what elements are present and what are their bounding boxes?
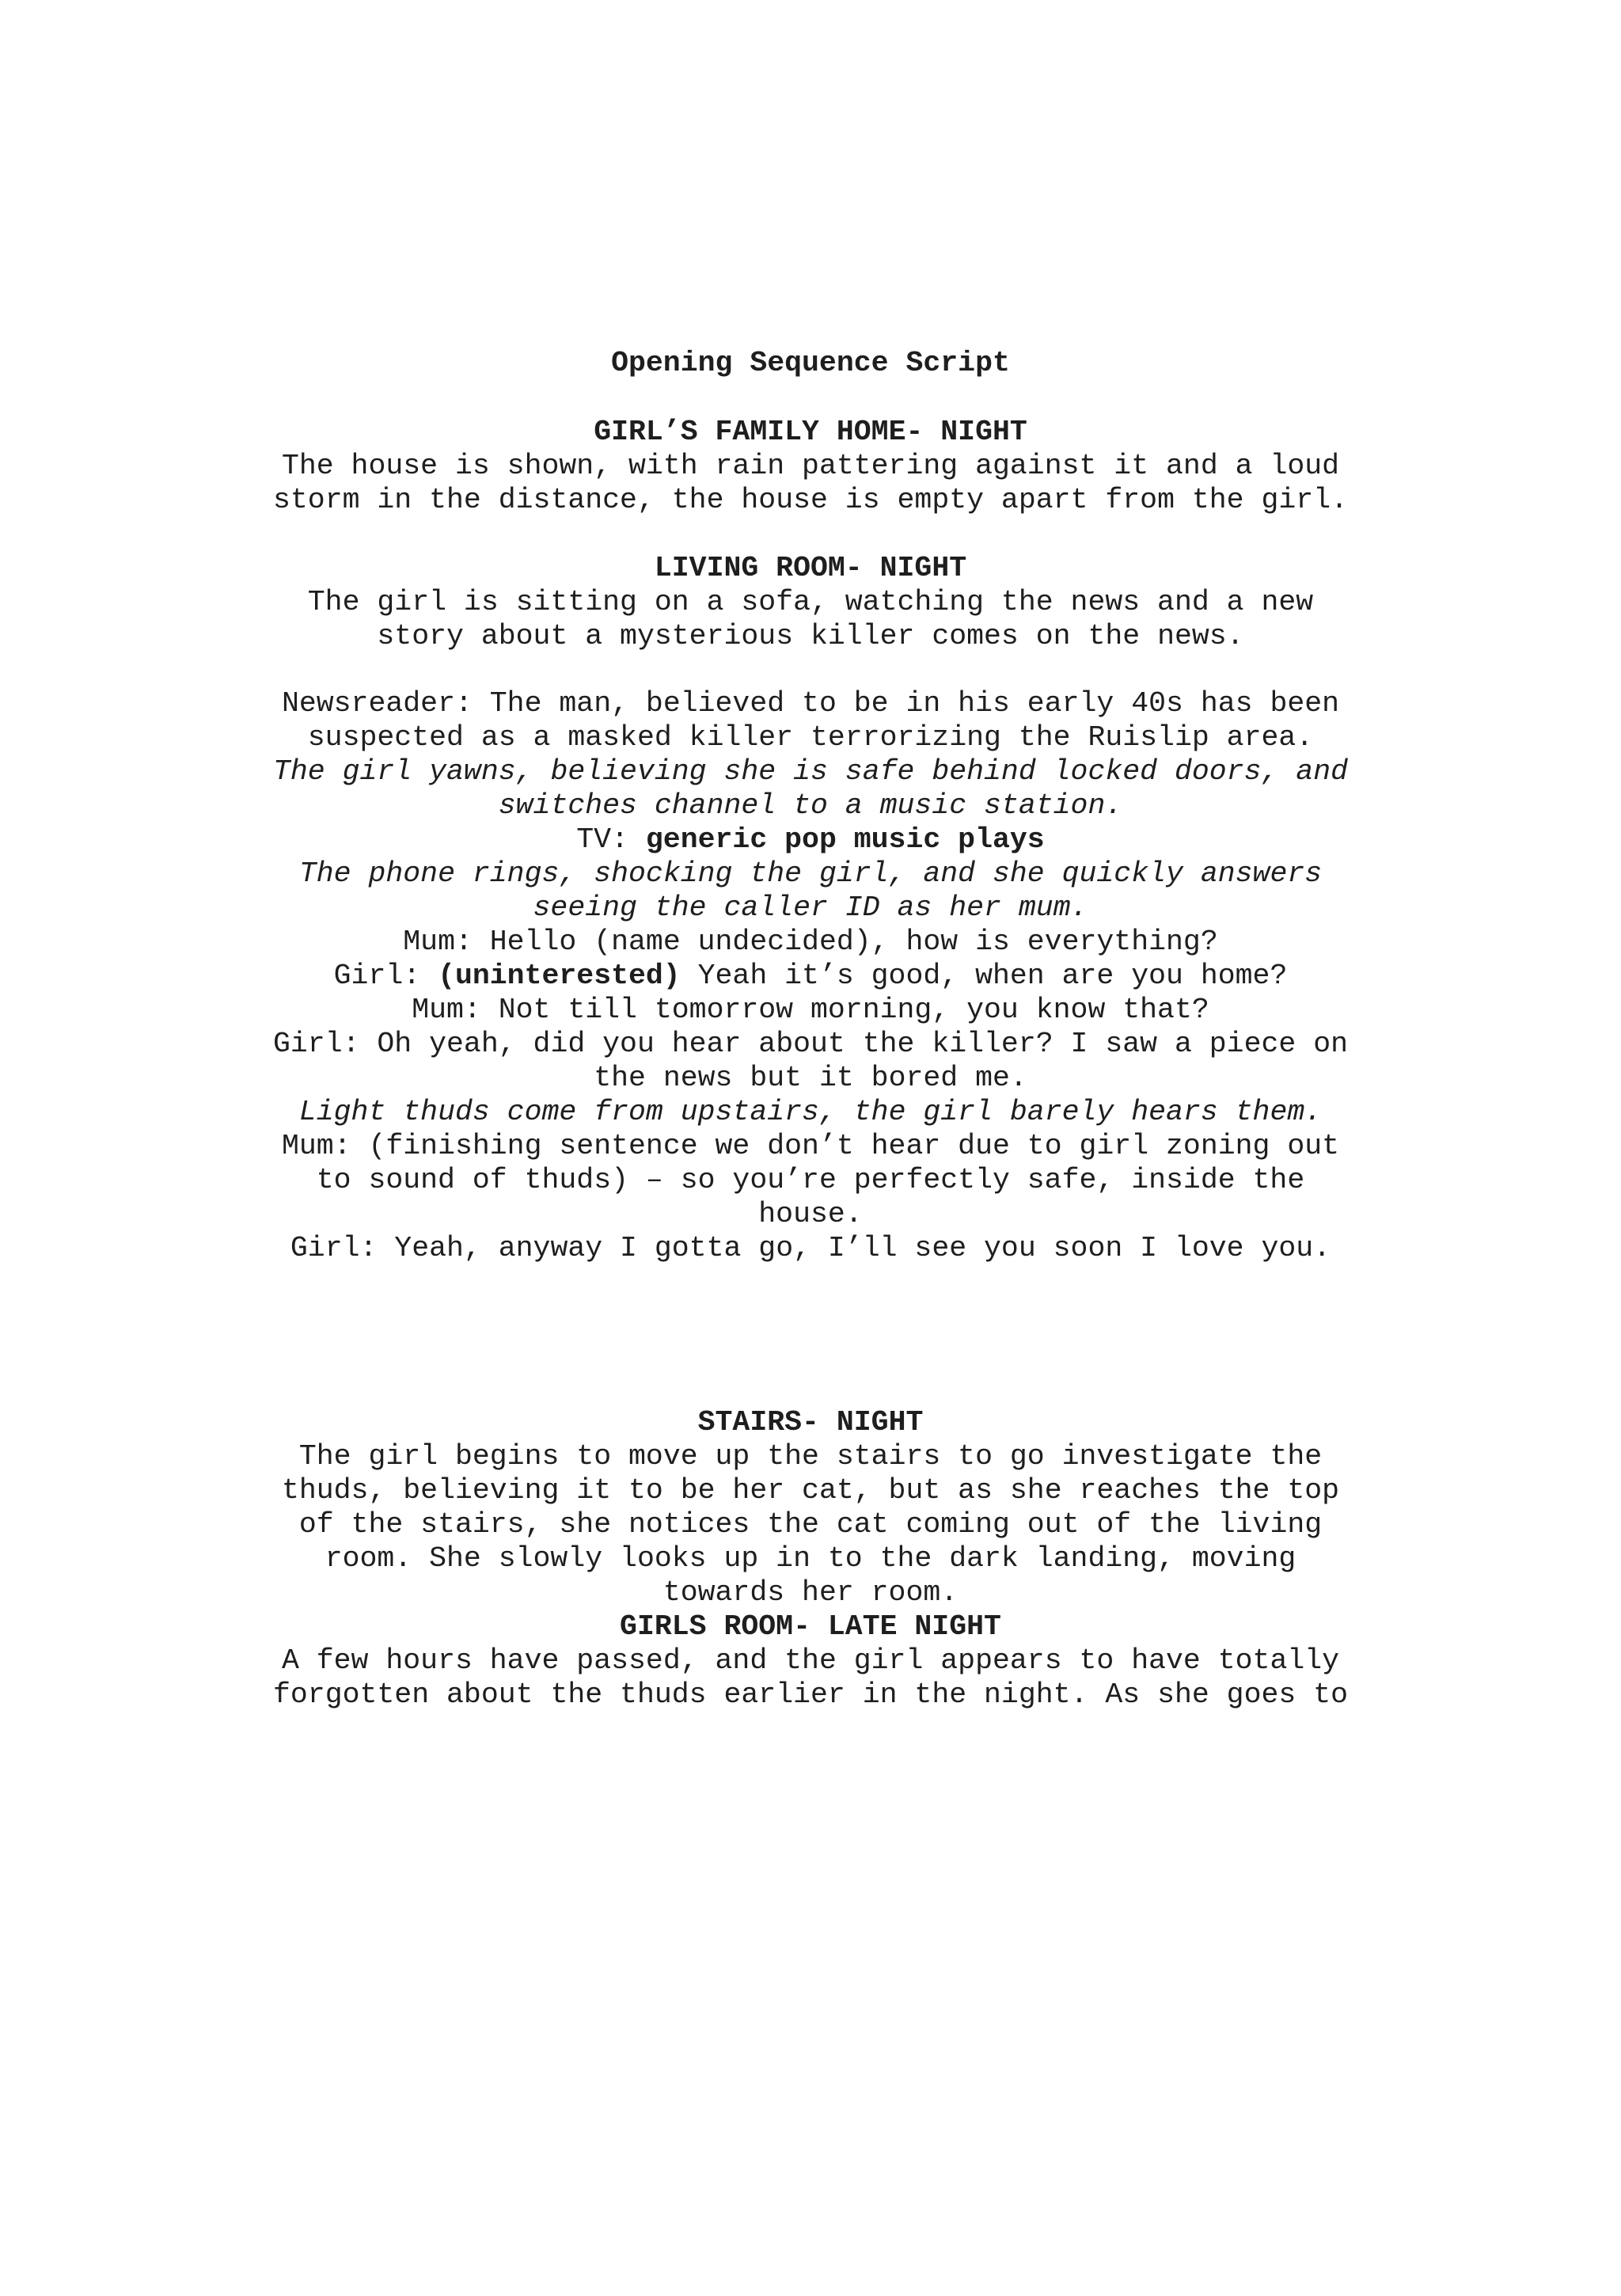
girl-line: the news but it bored me. [594,1062,1027,1094]
scene-heading: GIRLS ROOM- LATE NIGHT [620,1610,1001,1643]
tv-prefix: TV: [576,823,646,856]
tv-line [237,823,1384,857]
action-line: The girl is sitting on a sofa, watching the news and a new [307,586,1314,618]
action-line-italic: The phone rings, shocking the girl, and she quickly answers [298,857,1323,890]
tv-bold-text: generic pop music plays [645,823,1045,856]
action-line: The girl begins to move up the stairs to go investigate the [298,1440,1323,1473]
action-line: A few hours have passed, and the girl appears to have totally [281,1644,1340,1677]
action-line: towards her room. [662,1576,959,1609]
action-line-italic: switches channel to a music station. [498,789,1123,822]
document-title-block [237,346,1384,380]
girl-dialogue: Yeah it’s good, when are you home? [680,960,1288,992]
document-title: Opening Sequence Script [611,347,1010,379]
scene-heading: GIRL’S FAMILY HOME- NIGHT [594,416,1027,448]
scene-stairs [237,1405,1384,1712]
scene-heading: STAIRS- NIGHT [697,1406,924,1439]
scene-girls-family-home [237,415,1384,517]
action-line: The house is shown, with rain pattering against it and a loud [281,450,1340,482]
girl-line: Girl: Yeah, anyway I gotta go, I’ll see you soon I love you. [290,1232,1331,1264]
girl-line [237,959,1384,993]
dialogue-section [237,686,1384,1265]
action-line: story about a mysterious killer comes on the news. [377,620,1244,652]
mum-line: Mum: Hello (name undecided), how is everything? [403,926,1218,958]
mum-line: to sound of thuds) – so you’re perfectly safe, inside the [316,1164,1305,1196]
action-line: storm in the distance, the house is empty apart from the girl. [272,484,1349,516]
action-line: forgotten about the thuds earlier in the night. As she goes to [272,1678,1349,1711]
action-line-italic: seeing the caller ID as her mum. [533,891,1088,924]
girl-parenthetical: (uninterested) [438,960,681,992]
newsreader-line: Newsreader: The man, believed to be in his early 40s has been [281,687,1340,720]
mum-line: Mum: Not till tomorrow morning, you know that? [412,994,1209,1026]
action-line-italic: Light thuds come from upstairs, the girl barely hears them. [298,1096,1323,1128]
girl-line: Girl: Oh yeah, did you hear about the killer? I saw a piece on [272,1028,1349,1060]
action-line: room. She slowly looks up in to the dark landing, moving [325,1542,1296,1575]
scene-heading: LIVING ROOM- NIGHT [654,552,967,584]
scene-living-room [237,551,1384,653]
action-line: thuds, believing it to be her cat, but as she reaches the top [281,1474,1340,1507]
action-line: of the stairs, she notices the cat coming out of the living [298,1508,1323,1541]
girl-prefix: Girl: [333,960,438,992]
mum-line: Mum: (finishing sentence we don’t hear due to girl zoning out [281,1130,1340,1162]
action-line-italic: The girl yawns, believing she is safe behind locked doors, and [272,755,1349,788]
newsreader-line: suspected as a masked killer terrorizing the Ruislip area. [307,721,1314,754]
mum-line: house. [758,1198,863,1230]
